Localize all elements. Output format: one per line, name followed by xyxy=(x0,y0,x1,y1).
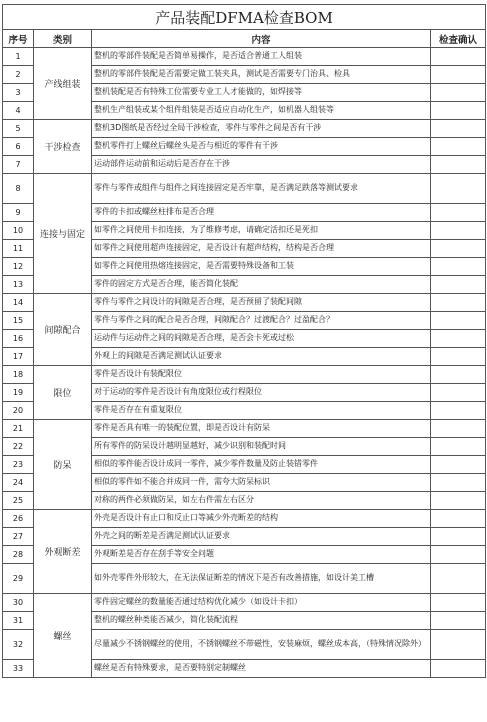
check-confirm-cell[interactable] xyxy=(431,594,486,612)
check-confirm-cell[interactable] xyxy=(431,528,486,546)
row-number: 15 xyxy=(3,312,34,330)
category-label: 限位 xyxy=(34,366,92,420)
check-confirm-cell[interactable] xyxy=(431,312,486,330)
check-confirm-cell[interactable] xyxy=(431,384,486,402)
check-confirm-cell[interactable] xyxy=(431,240,486,258)
check-item-content: 外观上的间隙是否满足测试认证要求 xyxy=(92,348,431,366)
sheet-title: 产品装配DFMA检查BOM xyxy=(3,5,486,30)
check-confirm-cell[interactable] xyxy=(431,546,486,564)
category-label: 连接与固定 xyxy=(34,174,92,294)
row-number: 24 xyxy=(3,474,34,492)
table-row xyxy=(3,510,486,528)
check-confirm-cell[interactable] xyxy=(431,204,486,222)
check-item-content: 零件是否设计有装配限位 xyxy=(92,366,431,384)
check-confirm-cell[interactable] xyxy=(431,510,486,528)
check-item-content: 对称的两件必须做防呆，如左右件需左右区分 xyxy=(92,492,431,510)
row-number: 19 xyxy=(3,384,34,402)
check-confirm-cell[interactable] xyxy=(431,564,486,594)
row-number: 3 xyxy=(3,84,34,102)
row-number: 1 xyxy=(3,48,34,66)
check-item-content: 整机零件打上螺丝后螺丝头是否与相近的零件有干涉 xyxy=(92,138,431,156)
row-number: 27 xyxy=(3,528,34,546)
check-item-content: 整机装配是否有特殊工位需要专业工人才能做的，如焊接等 xyxy=(92,84,431,102)
check-confirm-cell[interactable] xyxy=(431,222,486,240)
check-confirm-cell[interactable] xyxy=(431,276,486,294)
category-label: 干涉检查 xyxy=(34,120,92,174)
check-confirm-cell[interactable] xyxy=(431,612,486,630)
check-confirm-cell[interactable] xyxy=(431,138,486,156)
header-content: 内容 xyxy=(92,30,431,48)
table-row xyxy=(3,366,486,384)
row-number: 26 xyxy=(3,510,34,528)
check-item-content: 外观断差是否存在刮手等安全问题 xyxy=(92,546,431,564)
checklist-body xyxy=(3,48,486,678)
row-number: 8 xyxy=(3,174,34,204)
check-item-content: 运动部件运动前和运动后是否存在干涉 xyxy=(92,156,431,174)
check-item-content: 整机的零部件装配是否需要定做工装夹具，测试是否需要专门治具、检具 xyxy=(92,66,431,84)
check-item-content: 外壳之间的断差是否满足测试认证要求 xyxy=(92,528,431,546)
category-label: 防呆 xyxy=(34,420,92,510)
check-item-content: 外壳是否设计有止口和反止口等减少外壳断差的结构 xyxy=(92,510,431,528)
check-item-content: 如零件之间使用超声连接固定，是否设计有超声结构，结构是否合理 xyxy=(92,240,431,258)
check-confirm-cell[interactable] xyxy=(431,366,486,384)
table-row xyxy=(3,420,486,438)
row-number: 28 xyxy=(3,546,34,564)
row-number: 14 xyxy=(3,294,34,312)
header-no: 序号 xyxy=(3,30,34,48)
row-number: 21 xyxy=(3,420,34,438)
row-number: 6 xyxy=(3,138,34,156)
check-item-content: 零件的固定方式是否合理，能否简化装配 xyxy=(92,276,431,294)
check-confirm-cell[interactable] xyxy=(431,330,486,348)
category-label: 产线组装 xyxy=(34,48,92,120)
row-number: 4 xyxy=(3,102,34,120)
check-confirm-cell[interactable] xyxy=(431,348,486,366)
check-confirm-cell[interactable] xyxy=(431,156,486,174)
header-check: 检查确认 xyxy=(431,30,486,48)
check-item-content: 零件是否存在有重复限位 xyxy=(92,402,431,420)
row-number: 33 xyxy=(3,660,34,678)
table-row xyxy=(3,120,486,138)
check-item-content: 整机3D图纸是否经过全局干涉检查，零件与零件之间是否有干涉 xyxy=(92,120,431,138)
dfma-checklist-table xyxy=(2,4,486,678)
check-item-content: 如零件之间使用热熔连接固定，是否需要特殊设备和工装 xyxy=(92,258,431,276)
row-number: 5 xyxy=(3,120,34,138)
check-item-content: 相似的零件能否设计成同一零件，减少零件数量及防止装错零件 xyxy=(92,456,431,474)
table-row xyxy=(3,294,486,312)
category-label: 螺丝 xyxy=(34,594,92,678)
check-item-content: 零件与零件之间设计的间隙是否合理，是否预留了装配间隙 xyxy=(92,294,431,312)
check-item-content: 整机的零部件装配是否简单易操作，是否适合普通工人组装 xyxy=(92,48,431,66)
row-number: 16 xyxy=(3,330,34,348)
row-number: 32 xyxy=(3,630,34,660)
check-item-content: 零件与零件之间的配合是否合理，间隙配合？过渡配合？过盈配合？ xyxy=(92,312,431,330)
check-confirm-cell[interactable] xyxy=(431,456,486,474)
check-confirm-cell[interactable] xyxy=(431,474,486,492)
check-confirm-cell[interactable] xyxy=(431,492,486,510)
check-confirm-cell[interactable] xyxy=(431,660,486,678)
check-item-content: 零件是否具有唯一的装配位置，即是否设计有防呆 xyxy=(92,420,431,438)
table-row xyxy=(3,48,486,66)
check-confirm-cell[interactable] xyxy=(431,174,486,204)
dfma-checklist-sheet xyxy=(2,4,485,678)
check-item-content: 零件与零件或组件与组件之间连接固定是否牢靠，是否满足跌落等测试要求 xyxy=(92,174,431,204)
row-number: 13 xyxy=(3,276,34,294)
row-number: 25 xyxy=(3,492,34,510)
check-item-content: 运动件与运动件之间的间隙是否合理，是否会卡死或过松 xyxy=(92,330,431,348)
check-item-content: 整机生产组装或某个组件组装是否适应自动化生产，如机器人组装等 xyxy=(92,102,431,120)
row-number: 9 xyxy=(3,204,34,222)
check-confirm-cell[interactable] xyxy=(431,420,486,438)
check-confirm-cell[interactable] xyxy=(431,102,486,120)
check-item-content: 相似的零件如不能合并成同一件，需夸大防呆标识 xyxy=(92,474,431,492)
check-item-content: 整机的螺丝种类能否减少，简化装配流程 xyxy=(92,612,431,630)
check-confirm-cell[interactable] xyxy=(431,48,486,66)
row-number: 12 xyxy=(3,258,34,276)
header-category: 类别 xyxy=(34,30,92,48)
check-item-content: 零件的卡扣或螺丝柱排布是否合理 xyxy=(92,204,431,222)
row-number: 23 xyxy=(3,456,34,474)
row-number: 7 xyxy=(3,156,34,174)
table-row xyxy=(3,174,486,204)
check-item-content: 螺丝是否有特殊要求，是否要特别定制螺丝 xyxy=(92,660,431,678)
check-confirm-cell[interactable] xyxy=(431,66,486,84)
check-item-content: 对于运动的零件是否设计有角度限位或行程限位 xyxy=(92,384,431,402)
category-label: 外观断差 xyxy=(34,510,92,594)
check-confirm-cell[interactable] xyxy=(431,120,486,138)
check-confirm-cell[interactable] xyxy=(431,438,486,456)
row-number: 20 xyxy=(3,402,34,420)
check-confirm-cell[interactable] xyxy=(431,84,486,102)
check-confirm-cell[interactable] xyxy=(431,294,486,312)
row-number: 2 xyxy=(3,66,34,84)
row-number: 10 xyxy=(3,222,34,240)
check-item-content: 零件固定螺丝的数量能否通过结构优化减少（如设计卡扣） xyxy=(92,594,431,612)
row-number: 22 xyxy=(3,438,34,456)
table-row xyxy=(3,594,486,612)
check-item-content: 如外壳零件外形较大，在无法保证断差的情况下是否有改善措施，如设计美工槽 xyxy=(92,564,431,594)
check-item-content: 所有零件的防呆设计越明显越好，减少识别和装配时间 xyxy=(92,438,431,456)
row-number: 11 xyxy=(3,240,34,258)
row-number: 31 xyxy=(3,612,34,630)
row-number: 17 xyxy=(3,348,34,366)
check-confirm-cell[interactable] xyxy=(431,402,486,420)
category-label: 间隙配合 xyxy=(34,294,92,366)
row-number: 30 xyxy=(3,594,34,612)
check-confirm-cell[interactable] xyxy=(431,630,486,660)
row-number: 18 xyxy=(3,366,34,384)
row-number: 29 xyxy=(3,564,34,594)
check-item-content: 如零件之间使用卡扣连接，为了维修考虑，请确定活扣还是死扣 xyxy=(92,222,431,240)
check-item-content: 尽量减少不锈钢螺丝的使用，不锈钢螺丝不带磁性，安装麻烦，螺丝成本高，（特殊情况除外） xyxy=(92,630,431,660)
check-confirm-cell[interactable] xyxy=(431,258,486,276)
